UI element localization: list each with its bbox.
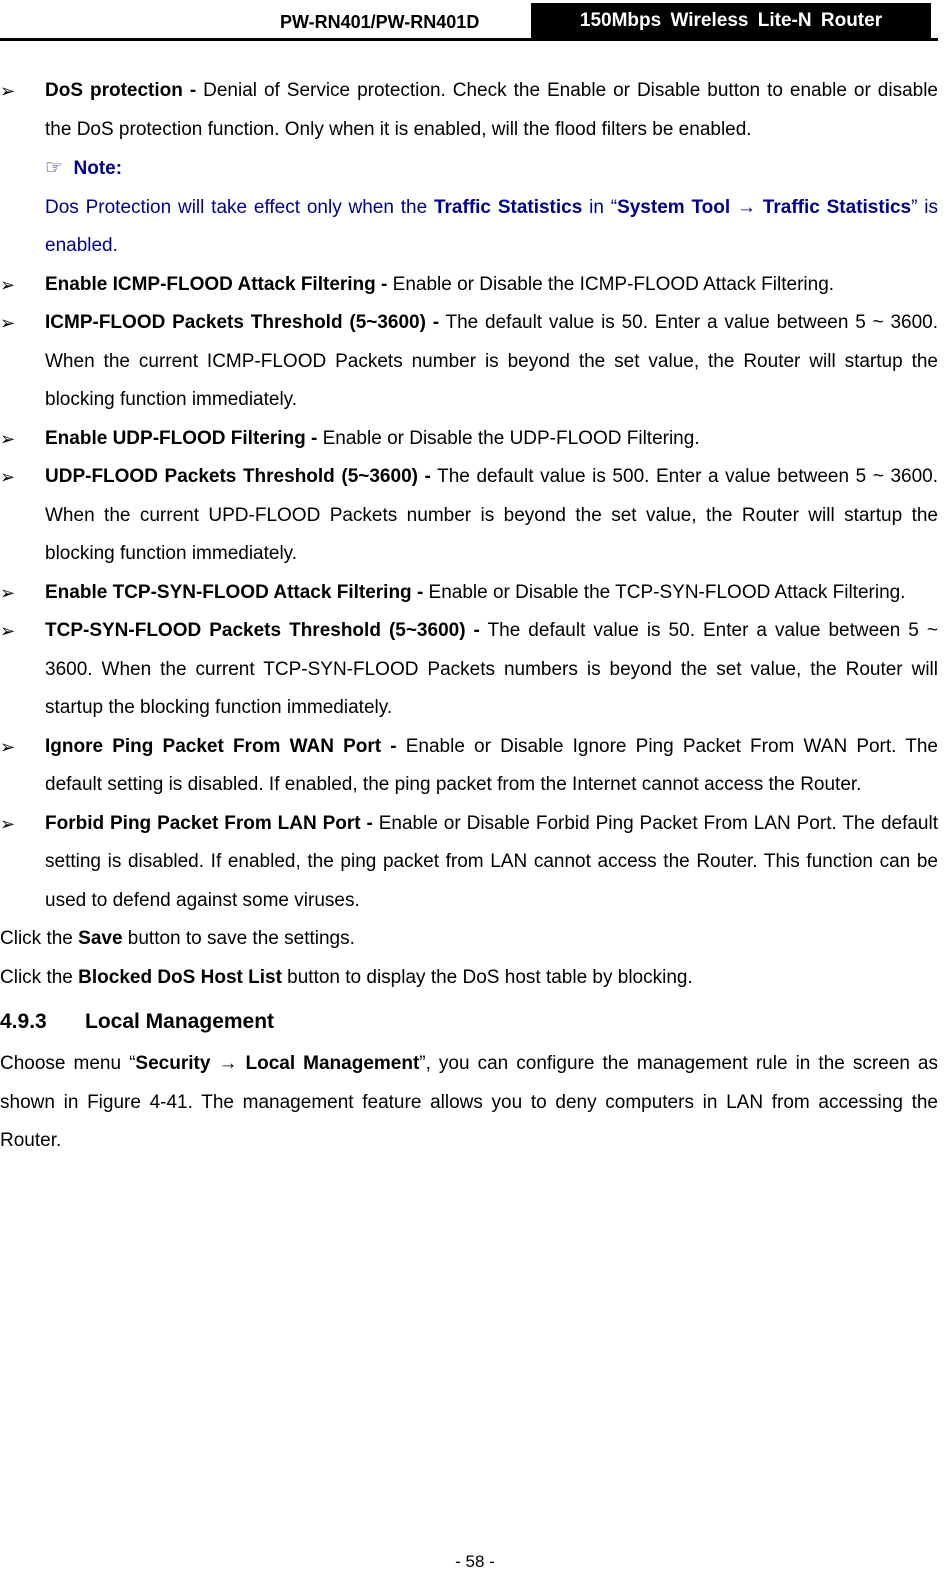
item-desc: The default value is 500. Enter a value between 5 ~ 3600. When the current UPD-FLOOD Packets number is beyond the set value, the Router will startup the blocking function immediately. [45,466,938,564]
arrow-bullet-icon: ➢ [0,813,16,834]
item-desc: The default value is 50. Enter a value between 5 ~ 3600. When the current TCP-SYN-FLOOD Packets numbers is beyond the set value, the Router will startup the blocking function immediately. [45,620,938,718]
item-term: Enable UDP-FLOOD Filtering - [45,427,318,449]
note-bold-2: System Tool → Traffic Statistics [617,196,912,218]
note-text-1: Dos Protection will take effect only when the [45,196,434,218]
arrow-bullet-icon: ➢ [0,313,16,333]
header-model: PW-RN401/PW-RN401D [280,12,480,32]
note-block [0,149,938,266]
item-term: Forbid Ping Packet From LAN Port - [45,812,373,834]
item-desc: Enable or Disable the TCP-SYN-FLOOD Attack Filtering. [423,581,906,603]
item-term: Ignore Ping Packet From WAN Port - [45,735,397,757]
blocked-paragraph [0,959,938,998]
intro-paragraph [0,1045,938,1161]
list-item [0,304,938,420]
note-text-3: ” is enabled. [45,196,938,256]
item-term: Enable TCP-SYN-FLOOD Attack Filtering - [45,581,424,603]
item-desc: Enable or Disable Forbid Ping Packet From LAN Port. The default setting is disabled. If enabled, the ping packet from LAN cannot access the Router. This function can be used to defend against some viruses. [45,812,939,911]
arrow-bullet-icon: ➢ [0,428,16,449]
pointing-hand-icon: ☞ [45,157,63,179]
item-desc: Denial of Service protection. Check the Enable or Disable button to enable or disable the DoS protection function. Only when it is enabled, will the flood filters be enabled. [45,80,938,140]
item-term: ICMP-FLOOD Packets Threshold (5~3600) - [45,312,440,333]
list-item [0,420,938,459]
arrow-bullet-icon: ➢ [0,274,16,295]
page-number: - 58 - [455,1552,495,1571]
intro-post: ”, you can configure the management rule in the screen as shown in Figure 4-41. The management feature allows you to deny computers in LAN from accessing the Router. [0,1053,938,1151]
arrow-bullet-icon: ➢ [0,582,16,603]
document-body [0,72,938,1161]
intro-pre: Choose menu “ [0,1053,136,1074]
section-heading [0,999,938,1045]
blocked-para-bold: Blocked DoS Host List [78,966,282,988]
item-desc: Enable or Disable the UDP-FLOOD Filtering. [317,427,700,449]
item-term: DoS protection - [45,80,197,101]
save-para-bold: Save [78,928,123,949]
list-item [0,612,938,728]
item-term: Enable ICMP-FLOOD Attack Filtering - [45,273,388,295]
list-item [0,458,938,574]
header-rule [0,38,938,41]
blocked-para-post: button to display the DoS host table by blocking. [281,966,693,988]
note-text-2: in “ [582,196,618,218]
list-item [0,805,938,921]
blocked-para-pre: Click the [0,966,79,988]
list-item [0,72,938,149]
note-title: Note: [73,158,123,179]
intro-bold: Security → Local Management [135,1053,420,1074]
section-number: 4.9.3 [0,1010,47,1033]
item-term: TCP-SYN-FLOOD Packets Threshold (5~3600) - [45,620,480,641]
section-title: Local Management [85,1010,275,1033]
save-para-post: button to save the settings. [122,928,355,949]
save-paragraph [0,920,938,959]
item-term: UDP-FLOOD Packets Threshold (5~3600) - [45,466,431,487]
list-item [0,574,938,613]
item-desc: Enable or Disable the ICMP-FLOOD Attack Filtering. [387,273,835,295]
item-desc: Enable or Disable Ignore Ping Packet From WAN Port. The default setting is disabled. If enabled, the ping packet from the Internet cannot access the Router. [45,735,938,795]
item-desc: The default value is 50. Enter a value between 5 ~ 3600. When the current ICMP-FLOOD Packets number is beyond the set value, the Router will startup the blocking function immediately. [45,312,938,410]
list-item [0,728,938,805]
page-header [0,0,950,44]
arrow-bullet-icon: ➢ [0,467,16,487]
list-item [0,266,938,305]
save-para-pre: Click the [0,928,79,949]
arrow-bullet-icon: ➢ [0,81,16,101]
note-bold-1: Traffic Statistics [433,196,583,218]
arrow-bullet-icon: ➢ [0,736,16,757]
arrow-bullet-icon: ➢ [0,621,16,641]
header-product: 150Mbps Wireless Lite-N Router [531,3,931,38]
